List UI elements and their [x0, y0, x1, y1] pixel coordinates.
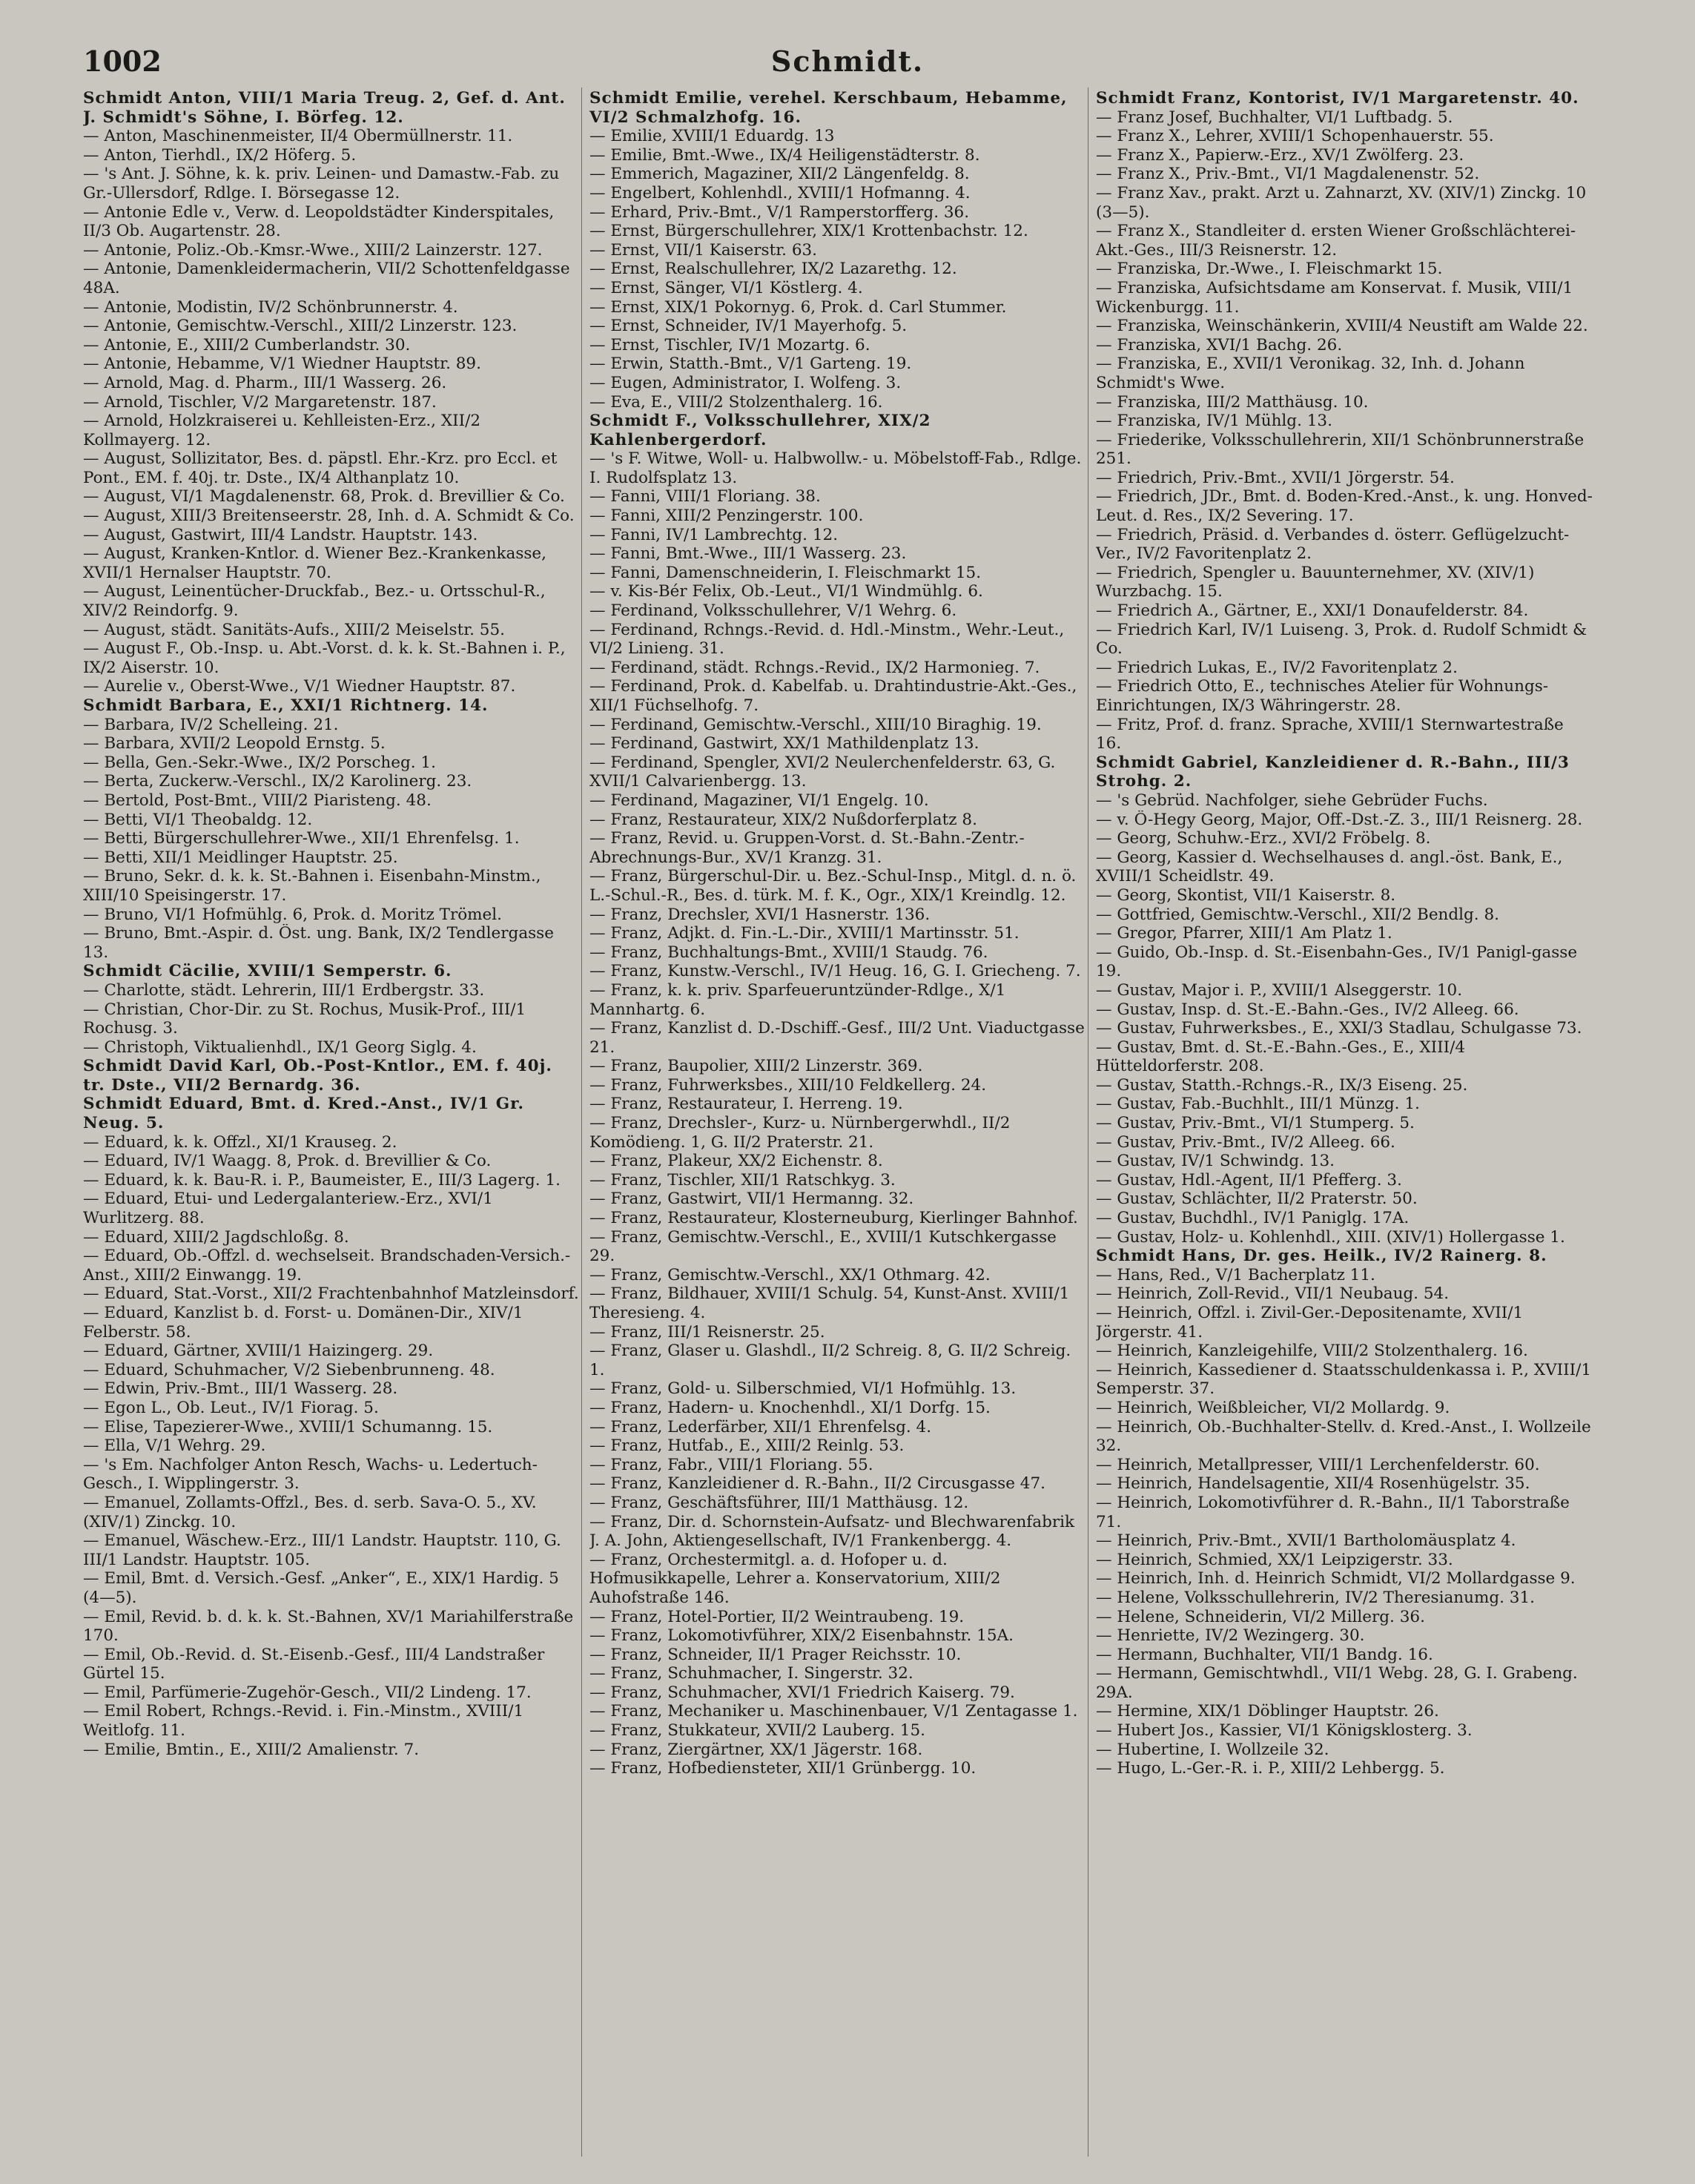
directory-entry: — Erhard, Priv.-Bmt., V/1 Ramperstorfferg. 36.	[589, 202, 970, 222]
directory-entry: — Franz, Hadern- u. Knochenhdl., XI/1 Dorfg. 15.	[589, 1398, 991, 1417]
directory-entry: — Franz, Drechsler, XVI/1 Hasnerstr. 136.	[589, 905, 931, 924]
directory-entry: — Gustav, Insp. d. St.-E.-Bahn.-Ges., IV/2 Alleeg. 66.	[1096, 1000, 1519, 1019]
directory-entry: — Heinrich, Lokomotivführer d. R.-Bahn., II/1 Taborstraße 71.	[1096, 1493, 1570, 1531]
directory-entry: — Franz, k. k. priv. Sparfeueruntzünder-Rdlge., X/1 Mannhartg. 6.	[589, 980, 1006, 1019]
directory-entry: — Emmerich, Magaziner, XII/2 Längenfeldg. 8.	[589, 165, 970, 184]
directory-entry: — Franz, Hofbediensteter, XII/1 Grünbergg. 10.	[589, 1759, 977, 1778]
directory-entry: — Eduard, k. k. Bau-R. i. P., Baumeister, E., III/3 Lagerg. 1.	[83, 1170, 561, 1190]
directory-entry: — August, XIII/3 Breitenseerstr. 28, Inh. d. A. Schmidt & Co.	[83, 507, 575, 526]
directory-entry: — Antonie, Gemischtw.-Verschl., XIII/2 Linzerstr. 123.	[83, 317, 518, 336]
directory-entry: — Hermine, XIX/1 Döblinger Hauptstr. 26.	[1096, 1702, 1439, 1721]
directory-entry: — Eva, E., VIII/2 Stolzenthalerg. 16.	[589, 392, 883, 412]
directory-column-2	[589, 89, 1086, 1778]
directory-entry: — Gustav, Statth.-Rchngs.-R., IX/3 Eiseng. 25.	[1096, 1075, 1468, 1095]
directory-entry: — Arnold, Mag. d. Pharm., III/1 Wasserg. 26.	[83, 373, 447, 392]
directory-entry: — Franz X., Lehrer, XVIII/1 Schopenhauerstr. 55.	[1096, 127, 1494, 146]
directory-entry: — Ferdinand, Spengler, XVI/2 Neulerchenfelderstr. 63, G. XVII/1 Calvarienbergg. 13.	[589, 753, 1056, 791]
directory-entry: — Franz, Gemischtw.-Verschl., E., XVIII/1 Kutschkergasse 29.	[589, 1227, 1057, 1266]
directory-entry: — Emil, Bmt. d. Versich.-Gesf. „Anker“, E., XIX/1 Hardig. 5 (4—5).	[83, 1569, 559, 1607]
directory-entry: — Franz, Restaurateur, Klosterneuburg, Kierlinger Bahnhof.	[589, 1209, 1078, 1228]
directory-entry: — Franziska, Aufsichtsdame am Konservat. f. Musik, VIII/1 Wickenburgg. 11.	[1096, 278, 1573, 317]
directory-entry: — Friedrich Lukas, E., IV/2 Favoritenplatz 2.	[1096, 658, 1458, 677]
directory-entry: — Hermann, Buchhalter, VII/1 Bandg. 16.	[1096, 1645, 1433, 1664]
directory-entry: — Franz, Mechaniker u. Maschinenbauer, V/1 Zentagasse 1.	[589, 1702, 1078, 1721]
directory-entry: — Elise, Tapezierer-Wwe., XVIII/1 Schumanng. 15.	[83, 1417, 493, 1436]
directory-entry: — Ernst, Tischler, IV/1 Mozartg. 6.	[589, 335, 870, 354]
directory-entry: — Eduard, Ob.-Offzl. d. wechselseit. Brandschaden-Versich.-Anst., XIII/2 Einwangg. 19.	[83, 1247, 571, 1284]
directory-entry: — Emanuel, Wäschew.-Erz., III/1 Landstr. Hauptstr. 110, G. III/1 Landstr. Hauptstr. 105.	[83, 1531, 561, 1569]
directory-entry: — Heinrich, Zoll-Revid., VII/1 Neubaug. 54.	[1096, 1284, 1450, 1304]
directory-entry: — Ernst, XIX/1 Pokornyg. 6, Prok. d. Carl Stummer.	[589, 297, 1007, 317]
directory-entry: — Hans, Red., V/1 Bacherplatz 11.	[1096, 1265, 1375, 1284]
directory-entry: — Engelbert, Kohlenhdl., XVIII/1 Hofmanng. 4.	[589, 183, 971, 202]
directory-entry: — Franz, Schuhmacher, XVI/1 Friedrich Kaiserg. 79.	[589, 1683, 1015, 1702]
directory-entry: — Franz, Lederfärber, XII/1 Ehrenfelsg. 4.	[589, 1417, 932, 1436]
directory-entry: — Betti, VI/1 Theobaldg. 12.	[83, 810, 313, 829]
directory-entry: — Erwin, Statth.-Bmt., V/1 Garteng. 19.	[589, 354, 912, 374]
directory-entry: — Bruno, Bmt.-Aspir. d. Öst. ung. Bank, IX/2 Tendlergasse 13.	[83, 924, 554, 962]
directory-entry: — Franz, Bürgerschul-Dir. u. Bez.-Schul-Insp., Mitgl. d. n. ö. L.-Schul.-R., Bes. d. türk. M. f. K., Ogr., XIX/1 Kreindlg. 12.	[589, 867, 1077, 905]
surname-entry: Schmidt Franz, Kontorist, IV/1 Margaretenstr. 40.	[1096, 89, 1579, 108]
directory-entry: — Heinrich, Schmied, XX/1 Leipzigerstr. 33.	[1096, 1550, 1453, 1569]
directory-entry: — August, Gastwirt, III/4 Landstr. Hauptstr. 143.	[83, 525, 478, 544]
directory-entry: — Franz, Glaser u. Glashdl., II/2 Schreig. 8, G. II/2 Schreig. 1.	[589, 1342, 1071, 1379]
directory-entry: — Ferdinand, Magaziner, VI/1 Engelg. 10.	[589, 791, 929, 810]
directory-entry: — 's F. Witwe, Woll- u. Halbwollw.- u. Möbelstoff-Fab., Rdlge. I. Rudolfsplatz 13.	[589, 449, 1082, 487]
directory-entry: — Friedrich Karl, IV/1 Luiseng. 3, Prok. d. Rudolf Schmidt & Co.	[1096, 620, 1587, 659]
directory-entry: — Anton, Maschinenmeister, II/4 Obermüllnerstr. 11.	[83, 127, 513, 146]
directory-entry: — v. Ö-Hegy Georg, Major, Off.-Dst.-Z. 3., III/1 Reisnerg. 28.	[1096, 810, 1583, 829]
page-number: 1002	[83, 44, 162, 78]
directory-entry: — Antonie, Hebamme, V/1 Wiedner Hauptstr. 89.	[83, 354, 481, 374]
directory-entry: — Ernst, Sänger, VI/1 Köstlerg. 4.	[589, 278, 863, 297]
directory-entry: — Franz X., Priv.-Bmt., VI/1 Magdalenenstr. 52.	[1096, 165, 1480, 184]
directory-entry: — Franz, Tischler, XII/1 Ratschkyg. 3.	[589, 1170, 896, 1190]
directory-entry: — Franz, Dir. d. Schornstein-Aufsatz- und Blechwarenfabrik J. A. John, Aktiengesellschaft, IV/1 Frankenbergg. 4.	[589, 1512, 1075, 1551]
directory-entry: — Franz, Bildhauer, XVIII/1 Schulg. 54, Kunst-Anst. XVIII/1 Theresieng. 4.	[589, 1284, 1070, 1322]
directory-entry: — Ferdinand, Gastwirt, XX/1 Mathildenplatz 13.	[589, 734, 979, 753]
directory-entry: — Betti, Bürgerschullehrer-Wwe., XII/1 Ehrenfelsg. 1.	[83, 829, 520, 848]
directory-entry: — 's Em. Nachfolger Anton Resch, Wachs- u. Ledertuch-Gesch., I. Wipplingerstr. 3.	[83, 1455, 538, 1494]
directory-entry: — Franz, Ziergärtner, XX/1 Jägerstr. 168.	[589, 1740, 923, 1759]
directory-entry: — Georg, Skontist, VII/1 Kaiserstr. 8.	[1096, 885, 1396, 905]
directory-entry: — Heinrich, Priv.-Bmt., XVII/1 Bartholomäusplatz 4.	[1096, 1531, 1516, 1551]
directory-entry: — Ernst, Bürgerschullehrer, XIX/1 Krottenbachstr. 12.	[589, 222, 1028, 241]
directory-entry: — Ferdinand, Gemischtw.-Verschl., XIII/10 Biraghig. 19.	[589, 715, 1042, 734]
directory-entry: — Franziska, Dr.-Wwe., I. Fleischmarkt 15.	[1096, 260, 1443, 279]
directory-entry: — Fritz, Prof. d. franz. Sprache, XVIII/1 Sternwartestraße 16.	[1096, 715, 1564, 753]
directory-entry: — Franz, Adjkt. d. Fin.-L.-Dir., XVIII/1 Martinsstr. 51.	[589, 924, 1020, 943]
surname-entry: Schmidt Anton, VIII/1 Maria Treug. 2, Gef. d. Ant. J. Schmidt's Söhne, I. Börfeg. 12.	[83, 89, 566, 127]
directory-entry: — Franz, Gold- u. Silberschmied, VI/1 Hofmühlg. 13.	[589, 1379, 1017, 1399]
directory-entry: — Ferdinand, Volksschullehrer, V/1 Wehrg. 6.	[589, 601, 957, 621]
directory-entry: — August, Kranken-Kntlor. d. Wiener Bez.-Krankenkasse, XVII/1 Hernalser Hauptstr. 70.	[83, 544, 546, 582]
directory-entry: — August, VI/1 Magdalenenstr. 68, Prok. d. Brevillier & Co.	[83, 487, 565, 507]
directory-entry: — Emil, Parfümerie-Zugehör-Gesch., VII/2 Lindeng. 17.	[83, 1683, 532, 1702]
directory-entry: — Ernst, VII/1 Kaiserstr. 63.	[589, 240, 818, 260]
directory-entry: — Franz X., Standleiter d. ersten Wiener Großschlächterei-Akt.-Ges., III/3 Reisnerstr. 12.	[1096, 222, 1576, 260]
surname-entry: Schmidt Emilie, verehel. Kerschbaum, Hebamme, VI/2 Schmalzhofg. 16.	[589, 89, 1068, 127]
directory-entry: — Friedrich A., Gärtner, E., XXI/1 Donaufelderstr. 84.	[1096, 601, 1529, 621]
directory-entry: — Emilie, Bmt.-Wwe., IX/4 Heiligenstädterstr. 8.	[589, 145, 980, 165]
surname-entry: Schmidt Cäcilie, XVIII/1 Semperstr. 6.	[83, 962, 452, 981]
directory-entry: — Eduard, XIII/2 Jagdschloßg. 8.	[83, 1227, 349, 1247]
directory-entry: — Eduard, Kanzlist b. d. Forst- u. Domänen-Dir., XIV/1 Felberstr. 58.	[83, 1304, 523, 1342]
directory-entry: — Friedrich, Spengler u. Bauunternehmer, XV. (XIV/1) Wurzbachg. 15.	[1096, 563, 1535, 601]
directory-entry: — Franz, Restaurateur, XIX/2 Nußdorferplatz 8.	[589, 810, 977, 829]
directory-entry: — Antonie Edle v., Verw. d. Leopoldstädter Kinderspitales, II/3 Ob. Augartenstr. 28.	[83, 202, 555, 241]
directory-entry: — Ernst, Schneider, IV/1 Mayerhofg. 5.	[589, 317, 908, 336]
directory-entry: — Gottfried, Gemischtw.-Verschl., XII/2 Bendlg. 8.	[1096, 905, 1499, 924]
directory-entry: — Franz, Orchestermitgl. a. d. Hofoper u. d. Hofmusikkapelle, Lehrer a. Konservatorium, XIII/2 Auhofstraße 146.	[589, 1550, 1001, 1607]
directory-entry: — 's Gebrüd. Nachfolger, siehe Gebrüder Fuchs.	[1096, 791, 1488, 810]
directory-entry: — Friedrich, Priv.-Bmt., XVII/1 Jörgerstr. 54.	[1096, 468, 1455, 487]
directory-entry: — Fanni, XIII/2 Penzingerstr. 100.	[589, 507, 864, 526]
directory-entry: — Franz, Gastwirt, VII/1 Hermanng. 32.	[589, 1190, 914, 1209]
directory-entry: — Eduard, Schuhmacher, V/2 Siebenbrunneng. 48.	[83, 1360, 495, 1379]
directory-entry: — Egon L., Ob. Leut., IV/1 Fiorag. 5.	[83, 1398, 379, 1417]
directory-entry: — Franz, Baupolier, XIII/2 Linzerstr. 369.	[589, 1057, 923, 1076]
directory-entry: — Emilie, XVIII/1 Eduardg. 13	[589, 127, 835, 146]
directory-entry: — Gustav, Schlächter, II/2 Praterstr. 50.	[1096, 1190, 1418, 1209]
directory-entry: — Heinrich, Metallpresser, VIII/1 Lerchenfelderstr. 60.	[1096, 1455, 1540, 1474]
directory-entry: — Aurelie v., Oberst-Wwe., V/1 Wiedner Hauptstr. 87.	[83, 677, 516, 696]
directory-entry: — Antonie, Modistin, IV/2 Schönbrunnerstr. 4.	[83, 297, 458, 317]
directory-entry: — 's Ant. J. Söhne, k. k. priv. Leinen- und Damastw.-Fab. zu Gr.-Ullersdorf, Rdlge. I. Börsegasse 12.	[83, 165, 560, 202]
directory-entry: — Franz, Schneider, II/1 Prager Reichsstr. 10.	[589, 1645, 962, 1664]
directory-entry: — Anton, Tierhdl., IX/2 Höferg. 5.	[83, 145, 357, 165]
directory-entry: — Hubert Jos., Kassier, VI/1 Königsklosterg. 3.	[1096, 1721, 1473, 1741]
directory-entry: — Franziska, Weinschänkerin, XVIII/4 Neustift am Walde 22.	[1096, 317, 1588, 336]
directory-entry: — Barbara, XVII/2 Leopold Ernstg. 5.	[83, 734, 386, 753]
directory-entry: — Franz, Fabr., VIII/1 Floriang. 55.	[589, 1455, 873, 1474]
directory-entry: — Heinrich, Kanzleigehilfe, VIII/2 Stolzenthalerg. 16.	[1096, 1342, 1528, 1361]
directory-entry: — Guido, Ob.-Insp. d. St.-Eisenbahn-Ges., IV/1 Panigl-gasse 19.	[1096, 943, 1578, 981]
directory-entry: — Heinrich, Weißbleicher, VI/2 Mollardg. 9.	[1096, 1398, 1450, 1417]
directory-entry: — Antonie, E., XIII/2 Cumberlandstr. 30.	[83, 335, 411, 354]
directory-entry: — Betti, XII/1 Meidlinger Hauptstr. 25.	[83, 848, 398, 867]
directory-entry: — Hubertine, I. Wollzeile 32.	[1096, 1740, 1329, 1759]
directory-entry: — Ferdinand, städt. Rchngs.-Revid., IX/2 Harmonieg. 7.	[589, 658, 1040, 677]
directory-entry: — Gregor, Pfarrer, XIII/1 Am Platz 1.	[1096, 924, 1392, 943]
directory-entry: — Gustav, Major i. P., XVIII/1 Alseggerstr. 10.	[1096, 980, 1463, 1000]
directory-entry: — Fanni, Damenschneiderin, I. Fleischmarkt 15.	[589, 563, 982, 582]
directory-entry: — Barbara, IV/2 Schelleing. 21.	[83, 715, 339, 734]
directory-entry: — Fanni, IV/1 Lambrechtg. 12.	[589, 525, 839, 544]
directory-entry: — Franz Josef, Buchhalter, VI/1 Luftbadg. 5.	[1096, 108, 1453, 127]
directory-entry: — Franziska, III/2 Matthäusg. 10.	[1096, 392, 1369, 412]
directory-entry: — Ernst, Realschullehrer, IX/2 Lazarethg. 12.	[589, 260, 957, 279]
directory-entry: — Friederike, Volksschullehrerin, XII/1 Schönbrunnerstraße 251.	[1096, 430, 1585, 469]
directory-entry: — Bruno, VI/1 Hofmühlg. 6, Prok. d. Moritz Trömel.	[83, 905, 502, 924]
directory-entry: — Henriette, IV/2 Wezingerg. 30.	[1096, 1626, 1365, 1646]
directory-entry: — Heinrich, Handelsagentie, XII/4 Rosenhügelstr. 35.	[1096, 1474, 1530, 1494]
directory-entry: — Gustav, Hdl.-Agent, II/1 Pfefferg. 3.	[1096, 1170, 1402, 1190]
page-header: Schmidt.	[770, 44, 925, 78]
directory-entry: — Franz, Plakeur, XX/2 Eichenstr. 8.	[589, 1152, 883, 1171]
directory-entry: — Franz, Lokomotivführer, XIX/2 Eisenbahnstr. 15A.	[589, 1626, 1014, 1646]
directory-entry: — Gustav, IV/1 Schwindg. 13.	[1096, 1152, 1335, 1171]
directory-entry: — Franz, Kanzlist d. D.-Dschiff.-Gesf., III/2 Unt. Viaductgasse 21.	[589, 1019, 1085, 1057]
directory-entry: — Franz, Revid. u. Gruppen-Vorst. d. St.-Bahn.-Zentr.-Abrechnungs-Bur., XV/1 Kranzg. 31.	[589, 829, 1025, 867]
directory-entry: — Heinrich, Offzl. i. Zivil-Ger.-Depositenamte, XVII/1 Jörgerstr. 41.	[1096, 1304, 1524, 1342]
directory-entry: — Emil, Revid. b. d. k. k. St.-Bahnen, XV/1 Mariahilferstraße 170.	[83, 1607, 574, 1646]
directory-entry: — Georg, Schuhw.-Erz., XVI/2 Fröbelg. 8.	[1096, 829, 1431, 848]
directory-entry: — Emil, Ob.-Revid. d. St.-Eisenb.-Gesf., III/4 Landstraßer Gürtel 15.	[83, 1645, 545, 1683]
directory-entry: — Gustav, Fab.-Buchhlt., III/1 Münzg. 1.	[1096, 1095, 1420, 1114]
directory-entry: — Helene, Volksschullehrerin, IV/2 Theresianumg. 31.	[1096, 1588, 1535, 1607]
directory-entry: — Gustav, Bmt. d. St.-E.-Bahn.-Ges., E., XIII/4 Hütteldorferstr. 208.	[1096, 1037, 1466, 1076]
directory-entry: — Emanuel, Zollamts-Offzl., Bes. d. serb. Sava-O. 5., XV. (XIV/1) Zinckg. 10.	[83, 1493, 537, 1531]
surname-entry: Schmidt Hans, Dr. ges. Heilk., IV/2 Rainerg. 8.	[1096, 1247, 1547, 1266]
directory-entry: — August, Sollizitator, Bes. d. päpstl. Ehr.-Krz. pro Eccl. et Pont., EM. f. 40j. tr. Dste., IX/4 Althanplatz 10.	[83, 449, 558, 487]
directory-entry: — Friedrich, JDr., Bmt. d. Boden-Kred.-Anst., k. ung. Honved-Leut. d. Res., IX/2 Severing. 17.	[1096, 487, 1593, 526]
directory-entry: — Gustav, Holz- u. Kohlenhdl., XIII. (XIV/1) Hollergasse 1.	[1096, 1227, 1565, 1247]
directory-entry: — Franz Xav., prakt. Arzt u. Zahnarzt, XV. (XIV/1) Zinckg. 10 (3—5).	[1096, 183, 1587, 222]
directory-column-1	[83, 89, 580, 1759]
directory-entry: — Helene, Schneiderin, VI/2 Millerg. 36.	[1096, 1607, 1425, 1626]
directory-entry: — Franz, Schuhmacher, I. Singerstr. 32.	[589, 1664, 913, 1683]
directory-entry: — Friedrich Otto, E., technisches Atelier für Wohnungs-Einrichtungen, IX/3 Währingerstr. 28.	[1096, 677, 1549, 715]
directory-entry: — Eduard, Etui- und Ledergalanteriew.-Erz., XVI/1 Wurlitzerg. 88.	[83, 1190, 493, 1228]
directory-entry: — Franz, Kunstw.-Verschl., IV/1 Heug. 16, G. I. Griecheng. 7.	[589, 962, 1081, 981]
directory-entry: — Fanni, VIII/1 Floriang. 38.	[589, 487, 821, 507]
directory-entry: — Gustav, Priv.-Bmt., IV/2 Alleeg. 66.	[1096, 1132, 1395, 1152]
directory-entry: — Heinrich, Ob.-Buchhalter-Stellv. d. Kred.-Anst., I. Wollzeile 32.	[1096, 1417, 1591, 1456]
directory-entry: — Ferdinand, Rchngs.-Revid. d. Hdl.-Minstm., Wehr.-Leut., VI/2 Linieng. 31.	[589, 620, 1065, 659]
directory-entry: — Friedrich, Präsid. d. Verbandes d. österr. Geflügelzucht-Ver., IV/2 Favoritenplatz 2.	[1096, 525, 1570, 564]
directory-entry: — Antonie, Poliz.-Ob.-Kmsr.-Wwe., XIII/2 Lainzerstr. 127.	[83, 240, 543, 260]
surname-entry: Schmidt Barbara, E., XXI/1 Richtnerg. 14.	[83, 696, 489, 715]
directory-entry: — Franz, Hutfab., E., XIII/2 Reinlg. 53.	[589, 1436, 905, 1456]
directory-entry: — Eduard, Stat.-Vorst., XII/2 Frachtenbahnhof Matzleinsdorf.	[83, 1284, 579, 1304]
directory-entry: — Eduard, IV/1 Waagg. 8, Prok. d. Brevillier & Co.	[83, 1152, 492, 1171]
directory-entry: — Hugo, L.-Ger.-R. i. P., XIII/2 Lehbergg. 5.	[1096, 1759, 1445, 1778]
directory-entry: — Charlotte, städt. Lehrerin, III/1 Erdbergstr. 33.	[83, 980, 485, 1000]
directory-entry: — Arnold, Tischler, V/2 Margaretenstr. 187.	[83, 392, 437, 412]
directory-entry: — Gustav, Fuhrwerksbes., E., XXI/3 Stadlau, Schulgasse 73.	[1096, 1019, 1582, 1038]
directory-entry: — Franz, Stukkateur, XVII/2 Lauberg. 15.	[589, 1721, 925, 1741]
directory-entry: — August, Leinentücher-Druckfab., Bez.- u. Ortsschul-R., XIV/2 Reindorfg. 9.	[83, 582, 546, 621]
directory-entry: — v. Kis-Bér Felix, Ob.-Leut., VI/1 Windmühlg. 6.	[589, 582, 983, 601]
directory-entry: — Franz X., Papierw.-Erz., XV/1 Zwölferg. 23.	[1096, 145, 1464, 165]
directory-entry: — Franz, Geschäftsführer, III/1 Matthäusg. 12.	[589, 1493, 969, 1512]
surname-entry: Schmidt F., Volksschullehrer, XIX/2 Kahlenbergerdorf.	[589, 412, 931, 449]
directory-entry: — Emilie, Bmtin., E., XIII/2 Amalienstr. 7.	[83, 1740, 420, 1759]
directory-entry: — Franz, Fuhrwerksbes., XIII/10 Feldkellerg. 24.	[589, 1075, 987, 1095]
directory-entry: — Franz, Kanzleidiener d. R.-Bahn., II/2 Circusgasse 47.	[589, 1474, 1045, 1494]
directory-entry: — Emil Robert, Rchngs.-Revid. i. Fin.-Minstm., XVIII/1 Weitlofg. 11.	[83, 1702, 524, 1741]
directory-entry: — Franz, Buchhaltungs-Bmt., XVIII/1 Staudg. 76.	[589, 943, 988, 962]
directory-entry: — Franziska, IV/1 Mühlg. 13.	[1096, 412, 1332, 431]
directory-entry: — Fanni, Bmt.-Wwe., III/1 Wasserg. 23.	[589, 544, 907, 564]
directory-entry: — Eduard, k. k. Offzl., XI/1 Krauseg. 2.	[83, 1132, 397, 1152]
directory-entry: — August, städt. Sanitäts-Aufs., XIII/2 Meiselstr. 55.	[83, 620, 505, 639]
directory-entry: — Ella, V/1 Wehrg. 29.	[83, 1436, 266, 1456]
directory-entry: — Bertold, Post-Bmt., VIII/2 Piaristeng. 48.	[83, 791, 432, 810]
directory-entry: — Hermann, Gemischtwhdl., VII/1 Webg. 28, G. I. Grabeng. 29A.	[1096, 1664, 1578, 1702]
directory-entry: — Franz, Restaurateur, I. Herreng. 19.	[589, 1095, 903, 1114]
directory-entry: — Gustav, Priv.-Bmt., VI/1 Stumperg. 5.	[1096, 1114, 1415, 1133]
directory-entry: — Franz, Gemischtw.-Verschl., XX/1 Othmarg. 42.	[589, 1265, 991, 1284]
directory-entry: — Franz, III/1 Reisnerstr. 25.	[589, 1322, 825, 1342]
directory-entry: — Arnold, Holzkraiserei u. Kehlleisten-Erz., XII/2 Kollmayerg. 12.	[83, 412, 481, 449]
directory-entry: — Eduard, Gärtner, XVIII/1 Haizingerg. 29.	[83, 1342, 434, 1361]
directory-entry: — Franz, Drechsler-, Kurz- u. Nürnbergerwhdl., II/2 Komödieng. 1, G. II/2 Praterstr. 21.	[589, 1114, 1011, 1152]
directory-entry: — Christian, Chor-Dir. zu St. Rochus, Musik-Prof., III/1 Rochusg. 3.	[83, 1000, 526, 1038]
directory-entry: — Georg, Kassier d. Wechselhauses d. angl.-öst. Bank, E., XVIII/1 Scheidlstr. 49.	[1096, 848, 1563, 886]
directory-entry: — Franziska, E., XVII/1 Veronikag. 32, Inh. d. Johann Schmidt's Wwe.	[1096, 354, 1525, 392]
directory-entry: — Gustav, Buchdhl., IV/1 Paniglg. 17A.	[1096, 1209, 1410, 1228]
directory-column-3	[1096, 89, 1593, 1778]
surname-entry: Schmidt David Karl, Ob.-Post-Kntlor., EM. f. 40j. tr. Dste., VII/2 Bernardg. 36.	[83, 1057, 552, 1095]
directory-entry: — Ferdinand, Prok. d. Kabelfab. u. Drahtindustrie-Akt.-Ges., XII/1 Füchselhofg. 7.	[589, 677, 1077, 715]
directory-entry: — Bruno, Sekr. d. k. k. St.-Bahnen i. Eisenbahn-Minstm., XIII/10 Speisingerstr. 17.	[83, 867, 541, 905]
directory-entry: — Heinrich, Inh. d. Heinrich Schmidt, VI/2 Mollardgasse 9.	[1096, 1569, 1576, 1588]
surname-entry: Schmidt Eduard, Bmt. d. Kred.-Anst., IV/1 Gr. Neug. 5.	[83, 1095, 524, 1133]
directory-entry: — Antonie, Damenkleidermacherin, VII/2 Schottenfeldgasse 48A.	[83, 260, 570, 297]
surname-entry: Schmidt Gabriel, Kanzleidiener d. R.-Bahn., III/3 Strohg. 2.	[1096, 753, 1570, 791]
directory-entry: — Edwin, Priv.-Bmt., III/1 Wasserg. 28.	[83, 1379, 398, 1399]
directory-entry: — Bella, Gen.-Sekr.-Wwe., IX/2 Porscheg. 1.	[83, 753, 436, 772]
directory-entry: — Heinrich, Kassediener d. Staatsschuldenkassa i. P., XVIII/1 Semperstr. 37.	[1096, 1360, 1592, 1399]
directory-entry: — August F., Ob.-Insp. u. Abt.-Vorst. d. k. k. St.-Bahnen i. P., IX/2 Aiserstr. 10.	[83, 639, 566, 677]
directory-entry: — Franziska, XVI/1 Bachg. 26.	[1096, 335, 1343, 354]
directory-entry: — Franz, Hotel-Portier, II/2 Weintraubeng. 19.	[589, 1607, 965, 1626]
directory-entry: — Berta, Zuckerw.-Verschl., IX/2 Karolinerg. 23.	[83, 772, 472, 791]
directory-entry: — Eugen, Administrator, I. Wolfeng. 3.	[589, 373, 902, 392]
directory-entry: — Christoph, Viktualienhdl., IX/1 Georg Siglg. 4.	[83, 1037, 477, 1057]
column-divider	[581, 88, 582, 2157]
